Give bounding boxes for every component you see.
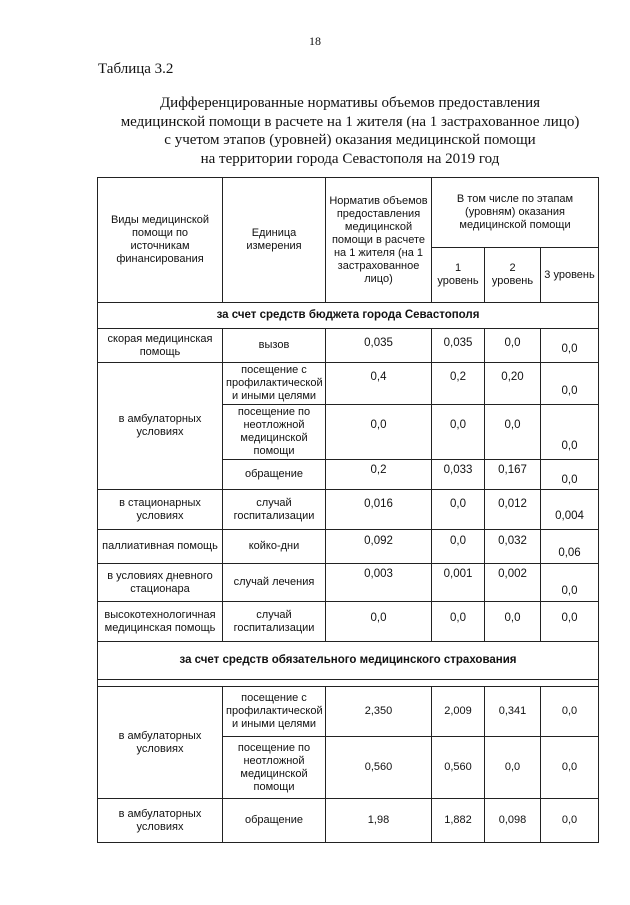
header-unit: Единица измерения: [223, 178, 326, 303]
cell-unit: обращение: [223, 799, 326, 843]
cell-unit: посещение с профилактической и иными целями: [223, 363, 326, 405]
cell-level-3: 0,004: [541, 490, 599, 530]
cell-level-1: 0,560: [432, 737, 485, 799]
cell-level-1: 0,0: [432, 490, 485, 530]
section-title-insurance: за счет средств обязательного медицинского страхования: [98, 642, 599, 680]
norms-table: [97, 177, 599, 843]
cell-level-2: 0,002: [485, 564, 541, 602]
cell-level-1: 0,033: [432, 460, 485, 490]
cell-type: паллиативная помощь: [98, 530, 223, 564]
cell-unit: обращение: [223, 460, 326, 490]
cell-level-1: 0,0: [432, 405, 485, 460]
table-label: Таблица 3.2: [98, 61, 174, 77]
section-row: [98, 642, 599, 680]
table-row: [98, 687, 599, 737]
cell-type: высокотехнологичная медицинская помощь: [98, 602, 223, 642]
cell-norm: 0,035: [326, 329, 432, 363]
cell-norm: 0,003: [326, 564, 432, 602]
cell-norm: 0,0: [326, 602, 432, 642]
table-row: [98, 602, 599, 642]
cell-level-2: 0,341: [485, 687, 541, 737]
cell-level-2: 0,0: [485, 737, 541, 799]
cell-level-3: 0,0: [541, 460, 599, 490]
cell-type: скорая медицинская помощь: [98, 329, 223, 363]
table-row: [98, 363, 599, 405]
cell-norm: 0,092: [326, 530, 432, 564]
cell-unit: посещение по неотложной медицинской помощи: [223, 737, 326, 799]
cell-level-3: 0,0: [541, 564, 599, 602]
cell-level-2: 0,20: [485, 363, 541, 405]
heading-line: Дифференцированные нормативы объемов предоставления: [159, 95, 541, 111]
header-norm: Норматив объемов предоставления медицинской помощи в расчете на 1 жителя (на 1 застрахованное лицо): [326, 178, 432, 303]
cell-norm: 0,0: [326, 405, 432, 460]
cell-level-3: 0,0: [541, 363, 599, 405]
cell-level-1: 2,009: [432, 687, 485, 737]
spacer-cell: [98, 680, 599, 687]
cell-level-3: 0,0: [541, 799, 599, 843]
cell-level-1: 0,2: [432, 363, 485, 405]
cell-level-1: 0,035: [432, 329, 485, 363]
cell-unit: койко-дни: [223, 530, 326, 564]
header-level-3: 3 уровень: [541, 248, 599, 303]
cell-type: в амбулаторных условиях: [98, 799, 223, 843]
cell-level-2: 0,032: [485, 530, 541, 564]
table-row: [98, 490, 599, 530]
cell-level-2: 0,0: [485, 405, 541, 460]
cell-type: в стационарных условиях: [98, 490, 223, 530]
cell-level-3: 0,0: [541, 405, 599, 460]
cell-level-1: 0,0: [432, 602, 485, 642]
cell-level-2: 0,098: [485, 799, 541, 843]
cell-level-3: 0,0: [541, 329, 599, 363]
cell-norm: 2,350: [326, 687, 432, 737]
cell-type: в амбулаторных условиях: [98, 363, 223, 490]
table-row: [98, 564, 599, 602]
cell-norm: 0,2: [326, 460, 432, 490]
section-row: [98, 303, 599, 329]
heading-line: на территории города Севастополя на 2019 год: [200, 150, 500, 167]
cell-level-3: 0,0: [541, 737, 599, 799]
cell-level-2: 0,012: [485, 490, 541, 530]
cell-unit: посещение по неотложной медицинской помощи: [223, 405, 326, 460]
cell-norm: 0,560: [326, 737, 432, 799]
header-type: Виды медицинской помощи по источникам финансирования: [98, 178, 223, 303]
cell-unit: случай госпитализации: [223, 490, 326, 530]
header-stages: В том числе по этапам (уровням) оказания медицинской помощи: [432, 178, 599, 248]
cell-unit: вызов: [223, 329, 326, 363]
cell-unit: случай госпитализации: [223, 602, 326, 642]
section-title-budget: за счет средств бюджета города Севастополя: [98, 303, 599, 329]
heading-line: медицинской помощи в расчете на 1 жителя (на 1 застрахованное лицо): [120, 113, 580, 130]
heading-line: с учетом этапов (уровней) оказания медицинской помощи: [164, 132, 536, 148]
cell-level-1: 1,882: [432, 799, 485, 843]
table-row: [98, 329, 599, 363]
cell-level-2: 0,0: [485, 602, 541, 642]
cell-type: в условиях дневного стационара: [98, 564, 223, 602]
cell-unit: посещение с профилактической и иными целями: [223, 687, 326, 737]
table-heading: [100, 94, 600, 168]
cell-level-2: 0,167: [485, 460, 541, 490]
header-level-1: 1 уровень: [432, 248, 485, 303]
page-number: 18: [309, 34, 321, 48]
cell-level-3: 0,0: [541, 602, 599, 642]
cell-level-2: 0,0: [485, 329, 541, 363]
header-level-2: 2 уровень: [485, 248, 541, 303]
cell-unit: случай лечения: [223, 564, 326, 602]
cell-norm: 0,4: [326, 363, 432, 405]
cell-norm: 1,98: [326, 799, 432, 843]
spacer-row: [98, 680, 599, 687]
header-row: [98, 178, 599, 248]
cell-level-3: 0,0: [541, 687, 599, 737]
cell-norm: 0,016: [326, 490, 432, 530]
cell-level-1: 0,001: [432, 564, 485, 602]
table-row: [98, 530, 599, 564]
cell-level-3: 0,06: [541, 530, 599, 564]
table-row: [98, 799, 599, 843]
cell-level-1: 0,0: [432, 530, 485, 564]
cell-type: в амбулаторных условиях: [98, 687, 223, 799]
